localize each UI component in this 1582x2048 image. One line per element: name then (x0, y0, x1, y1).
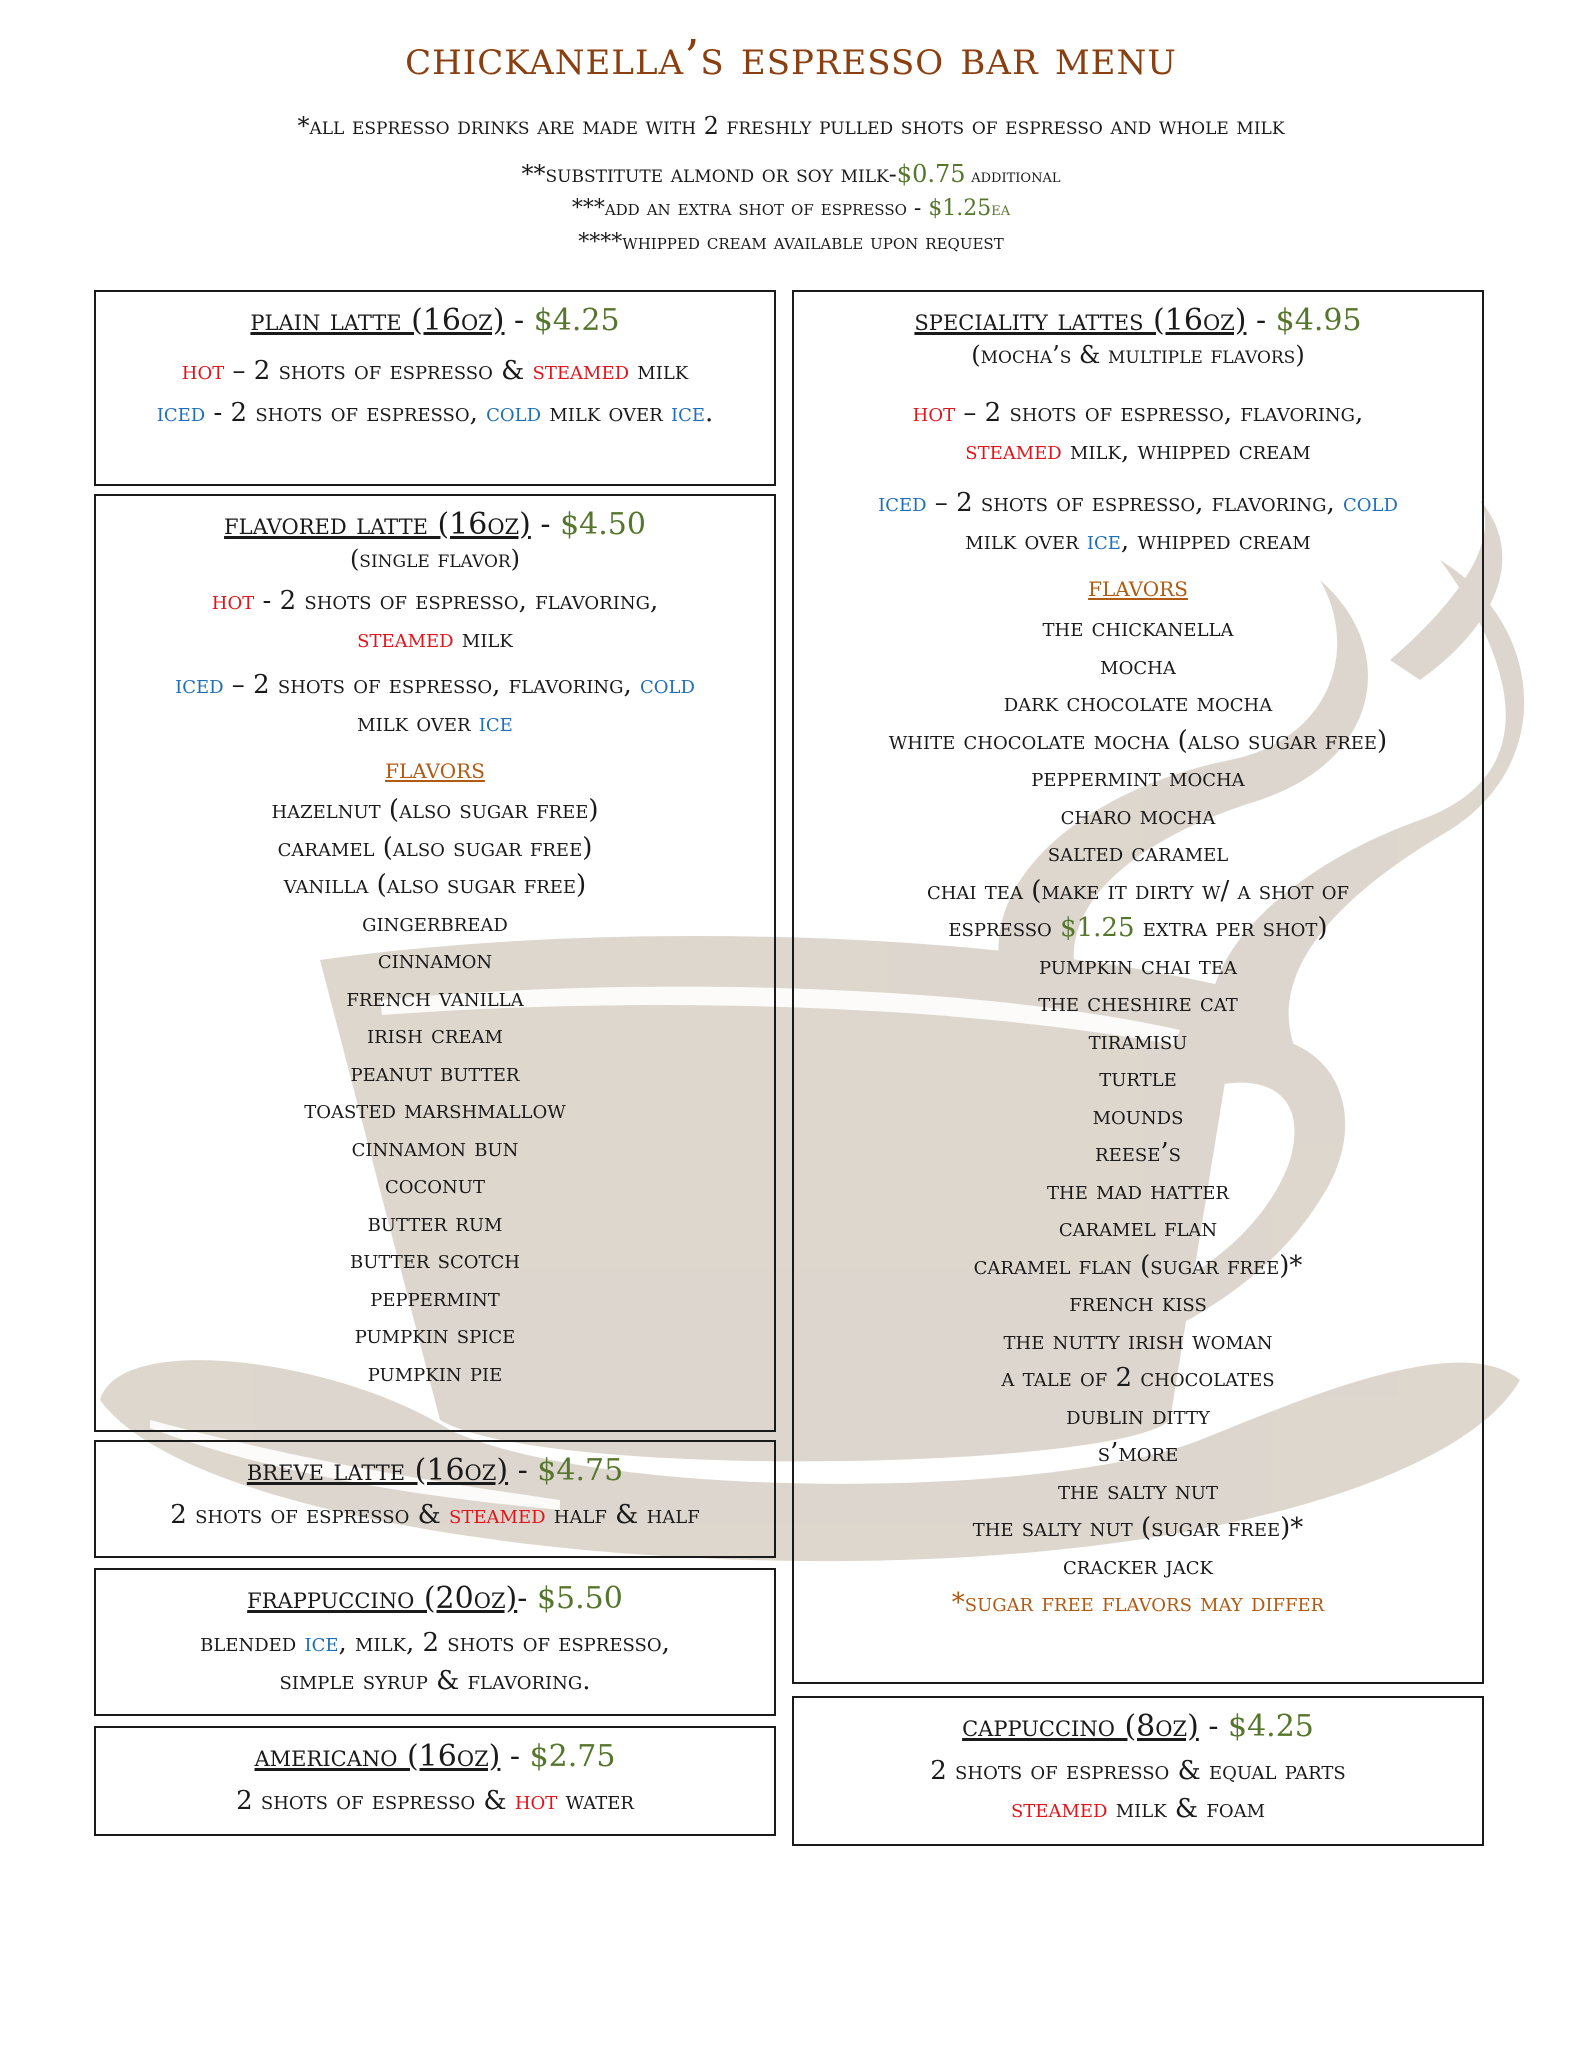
flavor-item: s’more (1097, 1438, 1179, 1468)
flavor-item-chai-continued: espresso $1.25 extra per shot) (948, 913, 1328, 943)
speciality-lattes-iced: iced – 2 shots of espresso, flavoring, cold milk over ice, whipped cream (878, 488, 1398, 556)
flavor-item: cinnamon (377, 945, 493, 975)
flavored-latte-hot: hot - 2 shots of espresso, flavoring, steamed milk (211, 586, 659, 654)
flavor-item: charo mocha (1060, 800, 1216, 831)
frappuccino-box (94, 1568, 776, 1716)
flavored-flavors-heading: flavors (385, 752, 485, 785)
plain-latte-hot: hot – 2 shots of espresso & steamed milk (181, 356, 689, 386)
flavor-item: dublin ditty (1066, 1400, 1210, 1431)
note-milk-substitute: **substitute almond or soy milk-$0.75 additional (521, 160, 1061, 188)
americano-box (94, 1726, 776, 1836)
speciality-flavors-list (804, 610, 1472, 1623)
flavor-item: the nutty irish woman (1003, 1325, 1273, 1356)
flavored-latte-heading: flavored latte (16oz) - $4.50 (224, 507, 646, 542)
flavor-item: cracker jack (1063, 1550, 1213, 1581)
speciality-lattes-heading: speciality lattes (16oz) - $4.95 (914, 303, 1362, 338)
flavor-item: pumpkin spice (354, 1320, 516, 1350)
flavor-item: butter rum (367, 1207, 503, 1238)
breve-latte-heading: breve latte (16oz) - $4.75 (246, 1453, 624, 1488)
flavor-item: pumpkin chai tea (1038, 950, 1238, 981)
flavor-item: tiramisu (1088, 1025, 1188, 1056)
flavor-item: peanut butter (350, 1057, 520, 1088)
flavor-item: the salty nut (sugar free)* (972, 1513, 1304, 1543)
flavor-item: the salty nut (1057, 1475, 1218, 1506)
flavor-item: vanilla (also sugar free) (283, 870, 587, 900)
flavor-item: french kiss (1069, 1288, 1207, 1318)
flavored-latte-box (94, 494, 776, 1432)
cappuccino-heading: cappuccino (8oz) - $4.25 (962, 1709, 1314, 1744)
note-whipped-cream: ****whipped cream available upon request (578, 230, 1004, 255)
flavor-item: mounds (1092, 1100, 1184, 1131)
flavor-item: irish cream (367, 1020, 503, 1050)
flavor-item: chai tea (make it dirty w/ a shot of (926, 875, 1350, 906)
cappuccino-desc: 2 shots of espresso & equal parts steamed milk & foam (930, 1756, 1346, 1824)
flavor-item: the mad hatter (1047, 1175, 1229, 1206)
speciality-flavors-heading: flavors (1088, 570, 1188, 603)
flavor-item: dark chocolate mocha (1003, 688, 1273, 718)
speciality-lattes-box (792, 290, 1484, 1684)
frappuccino-heading: frappuccino (20oz)- $5.50 (247, 1581, 623, 1616)
breve-latte-box (94, 1440, 776, 1558)
plain-latte-box (94, 290, 776, 486)
flavor-item: peppermint (370, 1282, 500, 1313)
flavor-item: butter scotch (349, 1245, 521, 1275)
note-espresso-info: *all espresso drinks are made with 2 freshly pulled shots of espresso and whole milk (297, 112, 1285, 140)
sugar-free-footnote: *sugar free flavors may differ (951, 1588, 1325, 1618)
frappuccino-desc: blended ice, milk, 2 shots of espresso, simple syrup & flavoring. (200, 1628, 670, 1696)
flavored-latte-iced: iced – 2 shots of espresso, flavoring, cold milk over ice (175, 670, 695, 738)
flavored-flavors-list (106, 792, 764, 1392)
americano-heading: americano (16oz) - $2.75 (254, 1739, 616, 1774)
speciality-lattes-hot: hot – 2 shots of espresso, flavoring, steamed milk, whipped cream (912, 398, 1364, 466)
flavor-item: caramel flan (1058, 1213, 1218, 1243)
flavor-item: coconut (385, 1170, 485, 1200)
flavor-item: turtle (1099, 1063, 1177, 1093)
flavor-item: a tale of 2 chocolates (1001, 1363, 1275, 1393)
flavor-item: peppermint mocha (1031, 763, 1245, 793)
flavor-item: mocha (1100, 650, 1176, 681)
flavor-item: pumpkin pie (367, 1357, 503, 1388)
flavor-item: white chocolate mocha (also sugar free) (888, 725, 1388, 756)
flavor-item: caramel (also sugar free) (277, 832, 593, 863)
speciality-lattes-sub: (mocha’s & multiple flavors) (971, 341, 1305, 369)
plain-latte-iced: iced - 2 shots of espresso, cold milk over ice. (156, 398, 714, 428)
flavored-latte-sub: (single flavor) (349, 545, 521, 573)
breve-latte-desc: 2 shots of espresso & steamed half & half (170, 1500, 700, 1530)
flavor-item: toasted marshmallow (304, 1095, 566, 1125)
flavor-item: the cheshire cat (1038, 988, 1238, 1018)
flavor-item: cinnamon bun (351, 1132, 519, 1163)
flavor-item: caramel flan (sugar free)* (973, 1250, 1303, 1281)
note-extra-shot: ***add an extra shot of espresso - $1.25ea (571, 196, 1011, 221)
cappuccino-box (792, 1696, 1484, 1846)
flavor-item: french vanilla (346, 982, 524, 1013)
flavor-item: hazelnut (also sugar free) (271, 795, 599, 825)
plain-latte-heading: plain latte (16oz) - $4.25 (250, 303, 620, 338)
flavor-item: the chickanella (1042, 613, 1234, 643)
flavor-item: gingerbread (362, 907, 508, 938)
flavor-item: salted caramel (1047, 838, 1229, 868)
flavor-item: reese’s (1095, 1138, 1181, 1168)
americano-desc: 2 shots of espresso & hot water (236, 1786, 634, 1816)
menu-title: chickanella’s espresso bar menu (405, 30, 1177, 86)
